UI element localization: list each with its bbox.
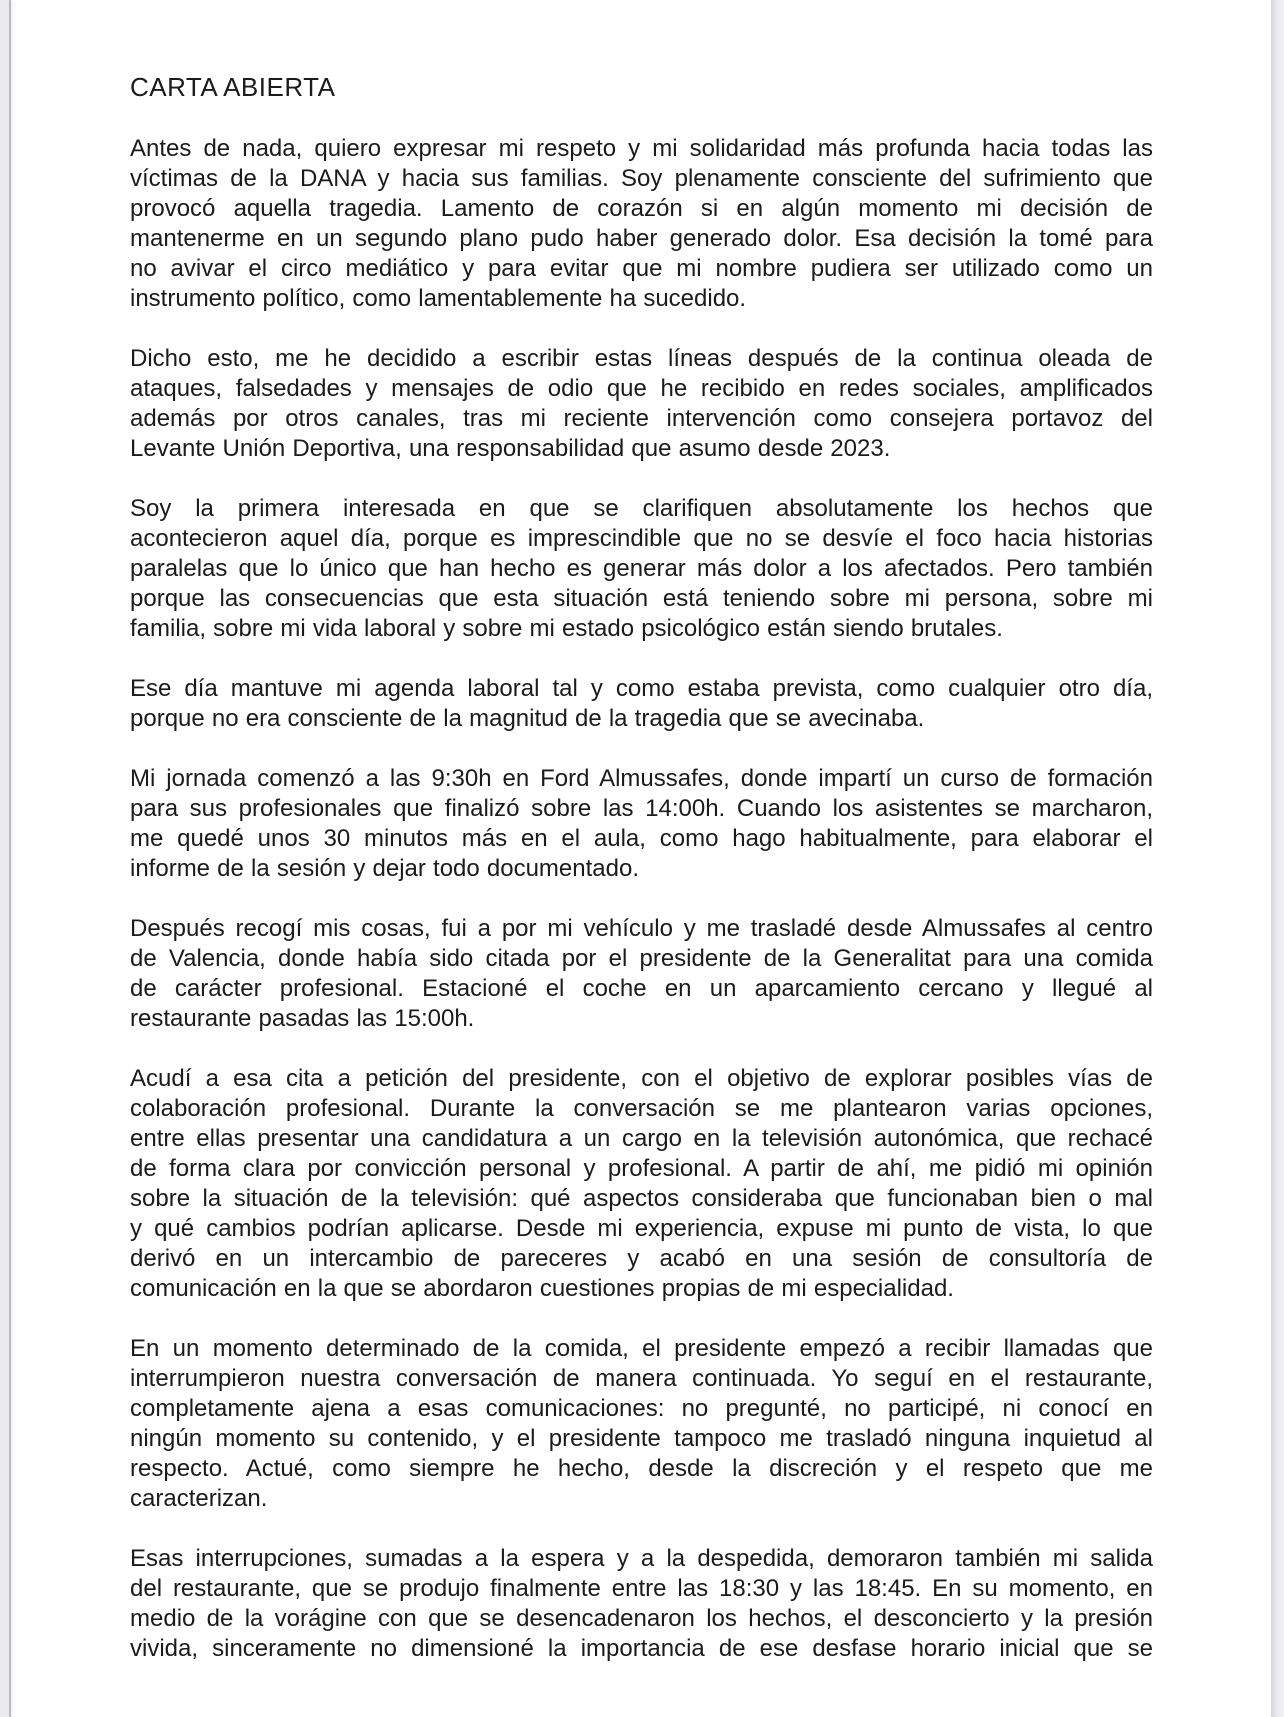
text-line: porque las consecuencias que esta situación está teniendo sobre mi persona, sobre mi [130,585,1153,612]
paragraph-2 [130,344,1153,464]
paragraph-4 [130,674,1153,734]
text-line: víctimas de la DANA y hacia sus familias. Soy plenamente consciente del sufrimiento que [130,165,1153,192]
text-line: y qué cambios podrían aplicarse. Desde mi experiencia, expuse mi punto de vista, lo que [130,1215,1153,1242]
text-line: Acudí a esa cita a petición del presidente, con el objetivo de explorar posibles vías de [130,1065,1153,1092]
text-line: comunicación en la que se abordaron cuestiones propias de mi especialidad. [130,1275,954,1302]
text-line: caracterizan. [130,1485,268,1512]
text-line: me quedé unos 30 minutos más en el aula, como hago habitualmente, para elaborar el [130,825,1153,852]
text-line: respecto. Actué, como siempre he hecho, desde la discreción y el respeto que me [130,1455,1153,1482]
text-line: sobre la situación de la televisión: qué aspectos consideraba que funcionaban bien o mal [130,1185,1153,1212]
text-line: para sus profesionales que finalizó sobre las 14:00h. Cuando los asistentes se marcharon, [130,795,1153,822]
document-title: CARTA ABIERTA [130,72,336,102]
text-line: completamente ajena a esas comunicaciones: no pregunté, no participé, ni conocí en [130,1395,1153,1422]
text-line: Dicho esto, me he decidido a escribir estas líneas después de la continua oleada de [130,345,1153,372]
text-line: instrumento político, como lamentablemente ha sucedido. [130,285,747,312]
text-line: no avivar el circo mediático y para evitar que mi nombre pudiera ser utilizado como un [130,255,1153,282]
text-line: derivó en un intercambio de pareceres y acabó en una sesión de consultoría de [130,1245,1153,1272]
letter-content [130,72,1153,1694]
text-line: restaurante pasadas las 15:00h. [130,1005,475,1032]
text-line: mantenerme en un segundo plano pudo haber generado dolor. Esa decisión la tomé para [130,225,1153,252]
text-line: colaboración profesional. Durante la conversación se me plantearon varias opciones, [130,1095,1153,1122]
text-line: además por otros canales, tras mi reciente intervención como consejera portavoz del [130,405,1153,432]
text-line: informe de la sesión y dejar todo documentado. [130,855,640,882]
text-line: acontecieron aquel día, porque es imprescindible que no se desvíe el foco hacia historias [130,525,1153,552]
text-line: Mi jornada comenzó a las 9:30h en Ford Almussafes, donde impartí un curso de formación [130,765,1153,792]
text-line: de forma clara por convicción personal y profesional. A partir de ahí, me pidió mi opinión [130,1155,1153,1182]
text-line: Después recogí mis cosas, fui a por mi vehículo y me trasladé desde Almussafes al centro [130,915,1153,942]
page-left-edge [0,0,11,1717]
text-line: vivida, sinceramente no dimensioné la importancia de ese desfase horario inicial que se [130,1635,1153,1662]
text-line: ningún momento su contenido, y el presidente tampoco me trasladó ninguna inquietud al [130,1425,1153,1452]
paragraph-9 [130,1544,1153,1664]
paragraph-7 [130,1064,1153,1304]
text-line: Ese día mantuve mi agenda laboral tal y como estaba prevista, como cualquier otro día, [130,675,1153,702]
text-line: interrumpieron nuestra conversación de manera continuada. Yo seguí en el restaurante, [130,1365,1153,1392]
text-line: Antes de nada, quiero expresar mi respeto y mi solidaridad más profunda hacia todas las [130,135,1153,162]
text-line: Soy la primera interesada en que se clarifiquen absolutamente los hechos que [130,495,1153,522]
paragraph-1 [130,134,1153,314]
text-line: provocó aquella tragedia. Lamento de corazón si en algún momento mi decisión de [130,195,1153,222]
text-line: paralelas que lo único que han hecho es generar más dolor a los afectados. Pero también [130,555,1153,582]
text-line: de carácter profesional. Estacioné el coche en un aparcamiento cercano y llegué al [130,975,1153,1002]
page-right-edge [1271,0,1284,1717]
text-line: medio de la vorágine con que se desencadenaron los hechos, el desconcierto y la presión [130,1605,1153,1632]
paragraph-5 [130,764,1153,884]
text-line: del restaurante, que se produjo finalmente entre las 18:30 y las 18:45. En su momento, en [130,1575,1153,1602]
text-line: familia, sobre mi vida laboral y sobre mi estado psicológico están siendo brutales. [130,615,1003,642]
text-line: de Valencia, donde había sido citada por el presidente de la Generalitat para una comida [130,945,1153,972]
text-line: entre ellas presentar una candidatura a un cargo en la televisión autonómica, que rechacé [130,1125,1153,1152]
text-line: En un momento determinado de la comida, el presidente empezó a recibir llamadas que [130,1335,1153,1362]
paragraph-8 [130,1334,1153,1514]
paragraph-6 [130,914,1153,1034]
text-line: Esas interrupciones, sumadas a la espera y a la despedida, demoraron también mi salida [130,1545,1153,1572]
paragraph-3 [130,494,1153,644]
text-line: porque no era consciente de la magnitud de la tragedia que se avecinaba. [130,705,925,732]
text-line: ataques, falsedades y mensajes de odio que he recibido en redes sociales, amplificados [130,375,1153,402]
text-line: Levante Unión Deportiva, una responsabilidad que asumo desde 2023. [130,435,891,462]
paragraphs-container [130,134,1153,1664]
